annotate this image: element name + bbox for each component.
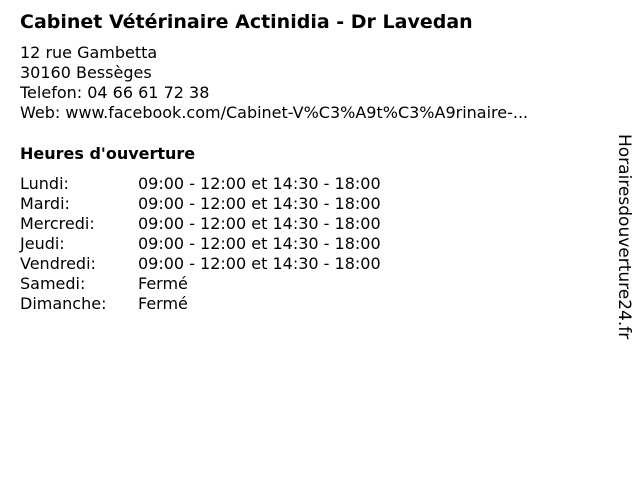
day-label: Samedi:: [20, 274, 86, 293]
time-range: 09:00 - 12:00 et 14:30 - 18:00: [138, 234, 381, 253]
phone-number: Telefon: 04 66 61 72 38: [20, 83, 210, 102]
day-label: Mardi:: [20, 194, 70, 213]
business-contact: [20, 43, 528, 123]
time-range: 09:00 - 12:00 et 14:30 - 18:00: [138, 254, 381, 273]
day-label: Lundi:: [20, 174, 69, 193]
time-range: 09:00 - 12:00 et 14:30 - 18:00: [138, 194, 381, 213]
day-label: Vendredi:: [20, 254, 96, 273]
day-label: Dimanche:: [20, 294, 107, 313]
day-label: Jeudi:: [20, 234, 65, 253]
business-name: Cabinet Vétérinaire Actinidia - Dr Lavedan: [20, 11, 473, 33]
city-postcode: 30160 Bessèges: [20, 63, 152, 82]
street-address: 12 rue Gambetta: [20, 43, 158, 62]
opening-hours-heading: Heures d'ouverture: [20, 144, 196, 163]
time-range: Fermé: [138, 274, 188, 293]
website-link: Web: www.facebook.com/Cabinet-V%C3%A9t%C3%A9rinaire-...: [20, 103, 529, 122]
day-label: Mercredi:: [20, 214, 95, 233]
site-watermark: Horairesdouverture24.fr: [614, 134, 634, 340]
time-range: 09:00 - 12:00 et 14:30 - 18:00: [138, 214, 381, 233]
time-range: Fermé: [138, 294, 188, 313]
time-range: 09:00 - 12:00 et 14:30 - 18:00: [138, 174, 381, 193]
